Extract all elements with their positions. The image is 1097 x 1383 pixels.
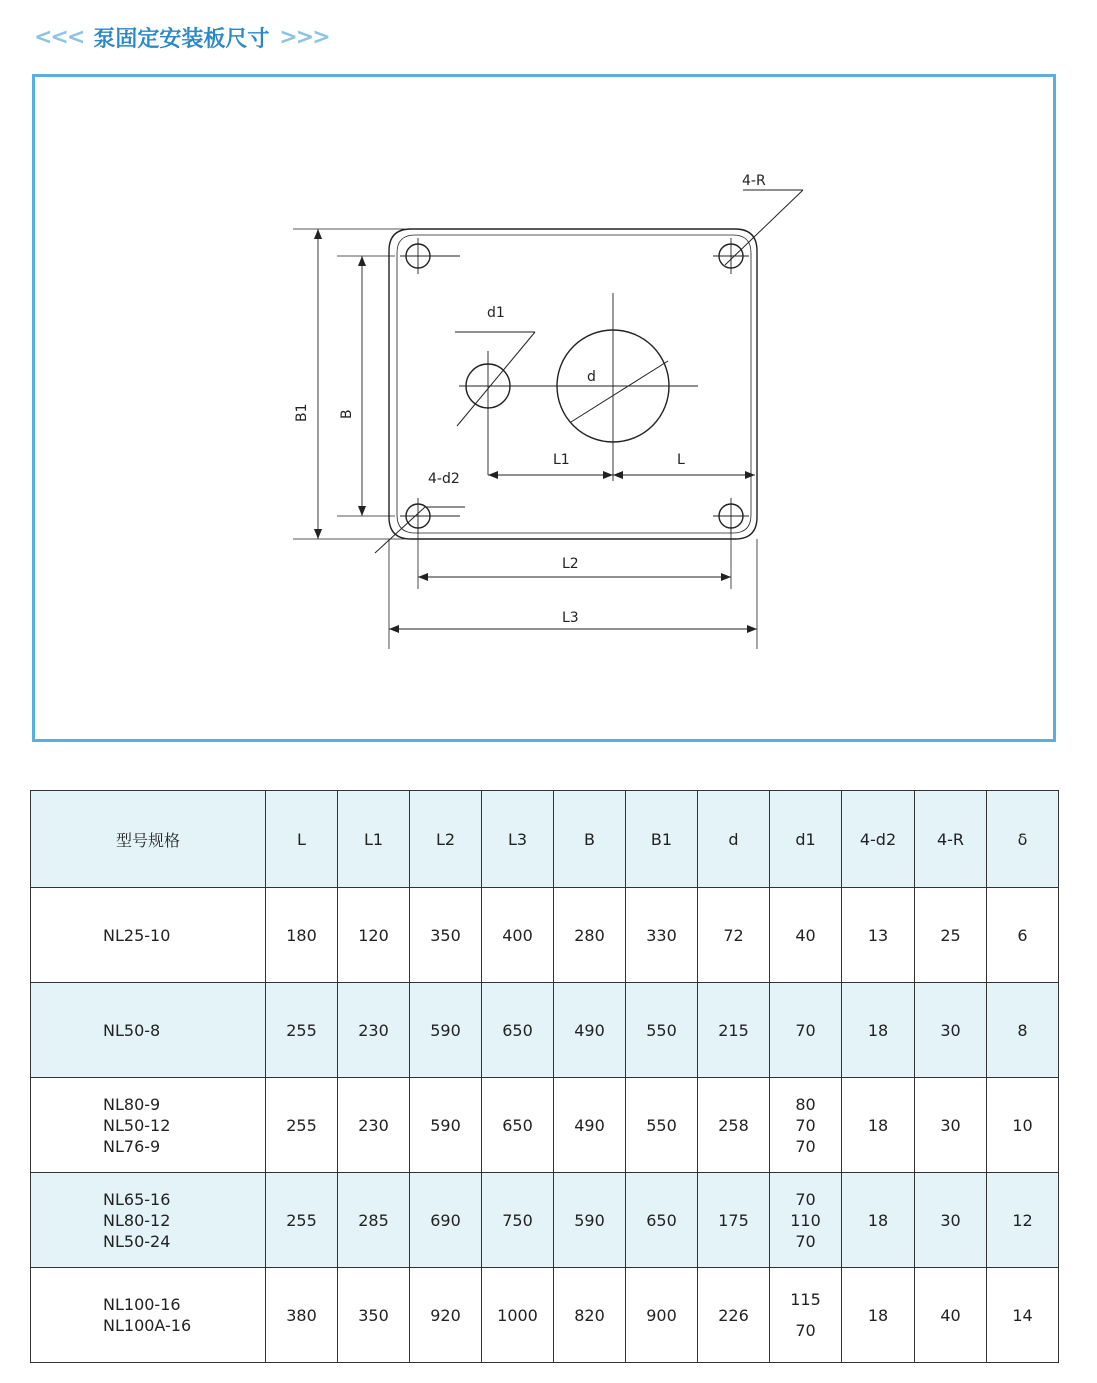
cell-l3: 650 [482,983,554,1078]
cell-b1: 550 [626,983,698,1078]
cell-l1: 120 [338,888,410,983]
cell-l1: 350 [338,1268,410,1363]
cell-d: 175 [698,1173,770,1268]
table-row [31,1268,1059,1363]
label-d: d [587,369,596,385]
cell-b: 590 [554,1173,626,1268]
cell-delta: 8 [987,983,1059,1078]
cell-4-d2: 18 [842,983,915,1078]
label-l2: L2 [562,556,579,572]
header-4-r: 4-R [915,791,987,888]
cell-l2: 590 [410,1078,482,1173]
label-4-d2: 4-d2 [428,471,460,487]
cell-d1: 80 70 70 [770,1078,842,1173]
section-title [34,20,329,54]
cell-b1: 650 [626,1173,698,1268]
cell-l: 255 [266,983,338,1078]
plate-inner-outline [397,235,751,533]
label-b1: B1 [294,403,310,422]
cell-l2: 920 [410,1268,482,1363]
cell-4-r: 40 [915,1268,987,1363]
cell-4-d2: 18 [842,1268,915,1363]
cell-b: 490 [554,983,626,1078]
plate-outline [389,229,757,539]
cell-d1: 40 [770,888,842,983]
cell-b1: 330 [626,888,698,983]
section-title-text: 泵固定安装板尺寸 [93,26,270,52]
header-l2: L2 [410,791,482,888]
cell-l2: 350 [410,888,482,983]
label-l: L [677,452,685,468]
cell-delta: 10 [987,1078,1059,1173]
cell-b1: 550 [626,1078,698,1173]
header-d1: d1 [770,791,842,888]
cell-4-d2: 13 [842,888,915,983]
cell-l: 255 [266,1078,338,1173]
left-chevrons-icon: <<< [34,24,84,50]
drawing-frame [32,74,1056,742]
label-b: B [339,409,355,419]
header-model: 型号规格 [31,791,266,888]
cell-4-r: 30 [915,983,987,1078]
cell-l1: 230 [338,983,410,1078]
cell-l1: 230 [338,1078,410,1173]
cell-delta: 14 [987,1268,1059,1363]
dimension-table [30,790,1059,1363]
cell-l1: 285 [338,1173,410,1268]
cell-4-r: 30 [915,1078,987,1173]
label-l3: L3 [562,610,579,626]
cell-d: 226 [698,1268,770,1363]
header-4-d2: 4-d2 [842,791,915,888]
cell-4-r: 30 [915,1173,987,1268]
cell-model: NL50-8 [31,983,266,1078]
cell-l: 180 [266,888,338,983]
cell-b: 490 [554,1078,626,1173]
header-l: L [266,791,338,888]
table-row [31,1078,1059,1173]
cell-model: NL65-16 NL80-12 NL50-24 [31,1173,266,1268]
cell-l2: 590 [410,983,482,1078]
label-4-r: 4-R [742,173,766,189]
cell-l: 380 [266,1268,338,1363]
cell-l2: 690 [410,1173,482,1268]
cell-4-d2: 18 [842,1173,915,1268]
cell-4-r: 25 [915,888,987,983]
label-l1: L1 [553,452,570,468]
cell-b: 820 [554,1268,626,1363]
cell-model: NL100-16 NL100A-16 [31,1268,266,1363]
cell-d1: 70 110 70 [770,1173,842,1268]
header-l3: L3 [482,791,554,888]
cell-d: 72 [698,888,770,983]
cell-l3: 750 [482,1173,554,1268]
cell-l: 255 [266,1173,338,1268]
cell-b1: 900 [626,1268,698,1363]
cell-d1: 70 [770,983,842,1078]
cell-d: 215 [698,983,770,1078]
cell-d: 258 [698,1078,770,1173]
right-chevrons-icon: >>> [279,24,329,50]
table-header-row [31,791,1059,888]
cell-delta: 12 [987,1173,1059,1268]
label-d1: d1 [487,305,505,321]
cell-delta: 6 [987,888,1059,983]
mounting-plate-drawing [35,77,1059,745]
cell-model: NL80-9 NL50-12 NL76-9 [31,1078,266,1173]
cell-l3: 400 [482,888,554,983]
header-b1: B1 [626,791,698,888]
cell-4-d2: 18 [842,1078,915,1173]
cell-l3: 650 [482,1078,554,1173]
table-row [31,1173,1059,1268]
header-l1: L1 [338,791,410,888]
header-b: B [554,791,626,888]
header-delta: δ [987,791,1059,888]
table-row [31,888,1059,983]
cell-l3: 1000 [482,1268,554,1363]
cell-b: 280 [554,888,626,983]
cell-d1: 115 70 [770,1268,842,1363]
table-row [31,983,1059,1078]
cell-model: NL25-10 [31,888,266,983]
header-d: d [698,791,770,888]
